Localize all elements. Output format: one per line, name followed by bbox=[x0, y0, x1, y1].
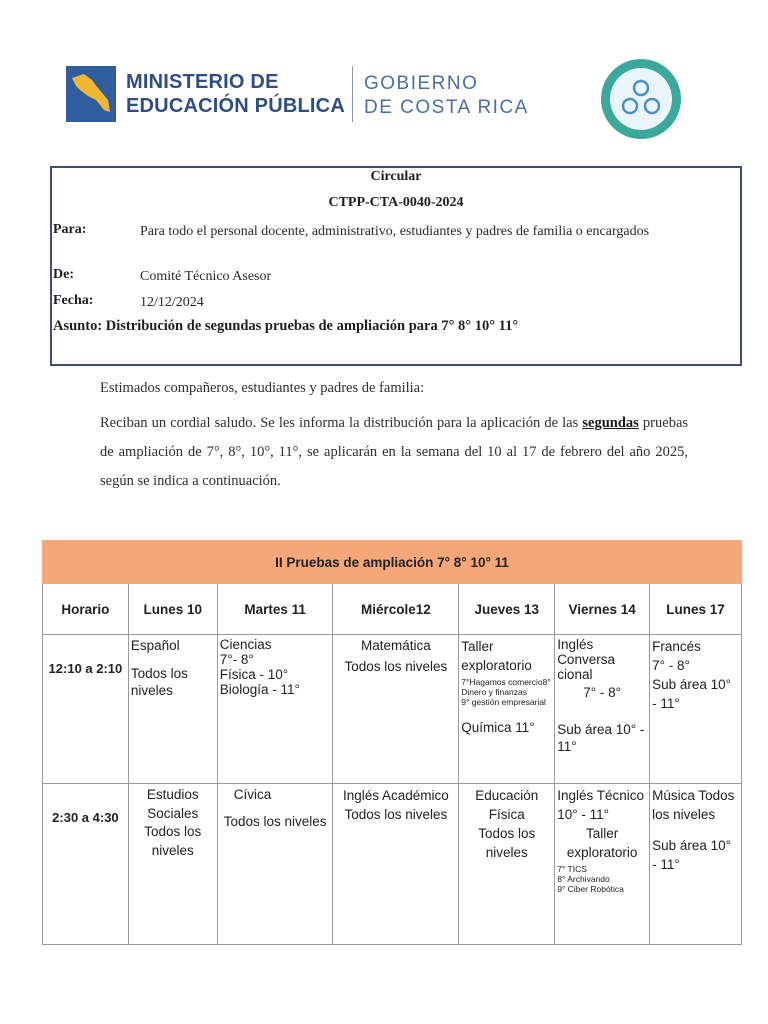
para-label: Para: bbox=[53, 222, 87, 237]
header-miercoles-12: Miércole12 bbox=[333, 584, 459, 635]
lunes17-morning-cell: Francés 7° - 8° Sub área 10° - 11° bbox=[650, 635, 742, 784]
lunes10-afternoon-cell: Estudios Sociales Todos los niveles bbox=[128, 784, 217, 945]
segundas-emphasis: segundas bbox=[582, 415, 639, 431]
header-divider bbox=[352, 66, 353, 122]
de-label: De: bbox=[53, 267, 74, 282]
costa-rica-map-logo bbox=[66, 66, 116, 122]
jueves13-afternoon-cell: Educación Física Todos los niveles bbox=[459, 784, 555, 945]
fecha-value: 12/12/2024 bbox=[140, 295, 204, 310]
asunto-label: Asunto: bbox=[53, 318, 103, 334]
intro-paragraph: Reciban un cordial saludo. Se les informa la distribución para la aplicación de las segundas pruebas de ampliación de 7°, 8°, 10°, 11°, se aplicarán en la semana del 10 al 17 de febrero del año 2025, según se indica a continuación. bbox=[100, 415, 689, 489]
time-cell: 12:10 a 2:10 bbox=[43, 635, 129, 784]
jueves13-morning-cell: Taller exploratorio 7°Hagamos comercio8° Dinero y finanzas 9° gestión empresarial Química 11° bbox=[459, 635, 555, 784]
school-seal-logo bbox=[600, 58, 682, 140]
table-title: II Pruebas de ampliación 7° 8° 10° 11 bbox=[43, 541, 742, 584]
viernes14-afternoon-cell: Inglés Técnico 10° - 11° Taller exploratorio 7° TICS 8° Archivando 9° Ciber Robótica bbox=[555, 784, 650, 945]
miercoles12-afternoon-cell: Inglés Académico Todos los niveles bbox=[333, 784, 459, 945]
para-value: Para todo el personal docente, administrativo, estudiantes y padres de familia o encargados bbox=[140, 224, 650, 239]
table-row bbox=[43, 784, 742, 945]
header-martes-11: Martes 11 bbox=[217, 584, 333, 635]
circular-title: Circular bbox=[370, 169, 422, 184]
header-horario: Horario bbox=[43, 584, 129, 635]
header-lunes-17: Lunes 17 bbox=[650, 584, 742, 635]
ministry-name: MINISTERIO DE EDUCACIÓN PÚBLICA bbox=[126, 71, 345, 117]
table-row bbox=[43, 635, 742, 784]
martes11-morning-cell: Ciencias 7°- 8° Física - 10° Biología - 11° bbox=[217, 635, 333, 784]
de-value: Comité Técnico Asesor bbox=[140, 269, 272, 284]
header-lunes-10: Lunes 10 bbox=[128, 584, 217, 635]
asunto-line bbox=[53, 318, 518, 335]
martes11-afternoon-cell: Cívica Todos los niveles bbox=[217, 784, 333, 945]
government-name: GOBIERNO DE COSTA RICA bbox=[364, 73, 529, 118]
viernes14-morning-cell: Inglés Conversa cional 7° - 8° Sub área 10° - 11° bbox=[555, 635, 650, 784]
lunes17-afternoon-cell: Música Todos los niveles Sub área 10° - 11° bbox=[650, 784, 742, 945]
header-viernes-14: Viernes 14 bbox=[555, 584, 650, 635]
lunes10-morning-cell: Español Todos los niveles bbox=[128, 635, 217, 784]
asunto-value: Distribución de segundas pruebas de ampliación para 7° 8° 10° 11° bbox=[105, 318, 519, 334]
time-cell: 2:30 a 4:30 bbox=[43, 784, 129, 945]
miercoles12-morning-cell: Matemática Todos los niveles bbox=[333, 635, 459, 784]
circular-code: CTPP-CTA-0040-2024 bbox=[328, 195, 464, 210]
schedule-table bbox=[42, 540, 742, 945]
fecha-label: Fecha: bbox=[53, 293, 94, 308]
header-jueves-13: Jueves 13 bbox=[459, 584, 555, 635]
greeting: Estimados compañeros, estudiantes y padres de familia: bbox=[100, 380, 425, 396]
